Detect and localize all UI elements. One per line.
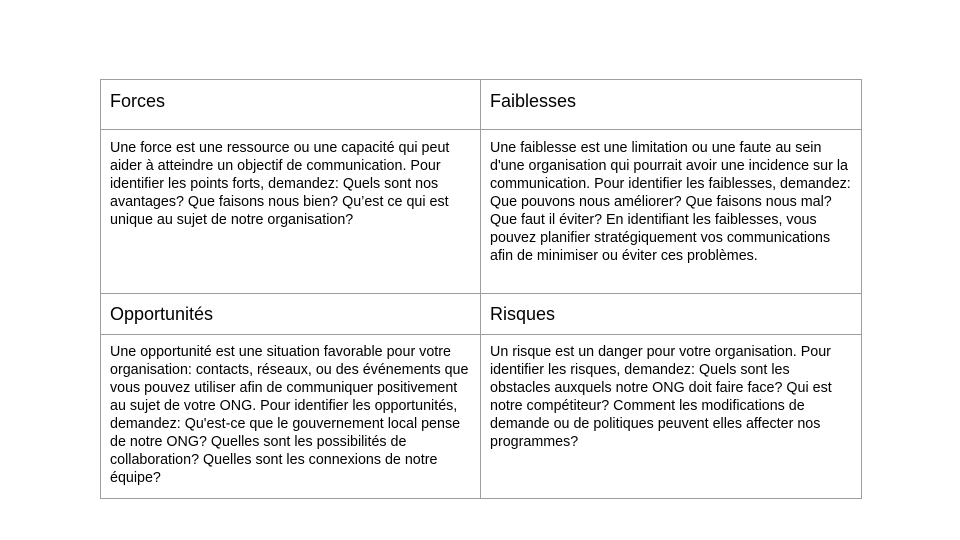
forces-description: Une force est une ressource ou une capacité qui peut aider à atteindre un objectif de communication. Pour identifier les points forts, demandez: Quels sont nos avantages? Que faisons nous bien? Qu’est ce qui est unique au sujet de notre organisation?	[101, 130, 481, 294]
table-row	[101, 294, 862, 335]
opportunites-heading: Opportunités	[101, 294, 481, 335]
table-row	[101, 80, 862, 130]
risques-heading: Risques	[481, 294, 862, 335]
table-row	[101, 130, 862, 294]
table-row	[101, 335, 862, 499]
swot-table	[100, 79, 862, 499]
faiblesses-description: Une faiblesse est une limitation ou une faute au sein d'une organisation qui pourrait avoir une incidence sur la communication. Pour identifier les faiblesses, demandez: Que pouvons nous améliorer? Que faisons nous mal? Que faut il éviter? En identifiant les faiblesses, vous pouvez planifier stratégiquement vos communications afin de minimiser ou éviter ces problèmes.	[481, 130, 862, 294]
forces-heading: Forces	[101, 80, 481, 130]
faiblesses-heading: Faiblesses	[481, 80, 862, 130]
risques-description: Un risque est un danger pour votre organisation. Pour identifier les risques, demandez: Quels sont les obstacles auxquels notre ONG doit faire face? Qui est notre compétiteur? Comment les modifications de demande ou de politiques peuvent elles affecter nos programmes?	[481, 335, 862, 499]
opportunites-description: Une opportunité est une situation favorable pour votre organisation: contacts, réseaux, ou des événements que vous pouvez utiliser afin de communiquer positivement au sujet de votre ONG. Pour identifier les opportunités, demandez: Qu'est-ce que le gouvernement local pense de notre ONG? Quelles sont les possibilités de collaboration? Quelles sont les connexions de notre équipe?	[101, 335, 481, 499]
